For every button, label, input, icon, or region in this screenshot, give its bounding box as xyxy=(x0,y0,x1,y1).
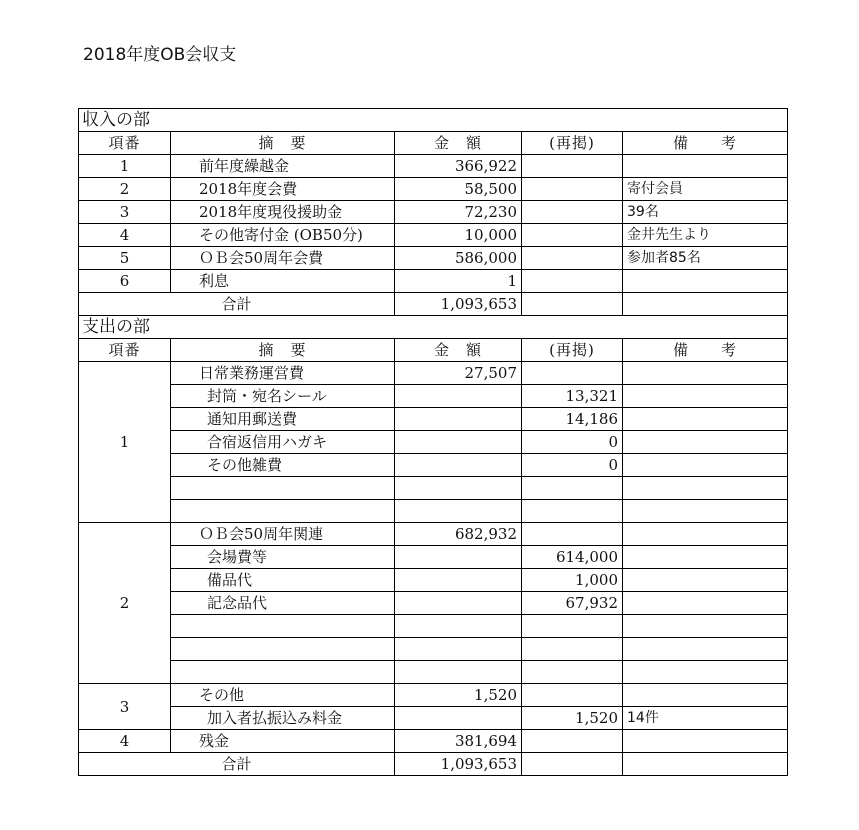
row-recap xyxy=(522,155,623,178)
expense-group-row xyxy=(79,362,788,385)
row-recap xyxy=(522,201,623,224)
expense-item-row xyxy=(79,385,788,408)
row-recap xyxy=(522,178,623,201)
total-label: 合計 xyxy=(79,753,395,776)
total-amount: 1,093,653 xyxy=(395,753,522,776)
expense-item-row xyxy=(79,431,788,454)
section-header-income xyxy=(79,109,788,132)
item-description: 合宿返信用ハガキ xyxy=(171,431,395,454)
expense-blank-row xyxy=(79,477,788,500)
item-recap: 614,000 xyxy=(522,546,623,569)
row-amount: 58,500 xyxy=(395,178,522,201)
item-note xyxy=(623,431,788,454)
section-header-expense xyxy=(79,316,788,339)
item-note xyxy=(623,454,788,477)
group-amount: 1,520 xyxy=(395,684,522,707)
item-note xyxy=(623,385,788,408)
expense-item-row xyxy=(79,707,788,730)
row-note: 金井先生より xyxy=(623,224,788,247)
section-label: 収入の部 xyxy=(79,109,788,132)
expense-blank-row xyxy=(79,500,788,523)
row-number: 6 xyxy=(79,270,171,293)
column-header: (再掲) xyxy=(522,339,623,362)
total-label: 合計 xyxy=(79,293,395,316)
expense-blank-row xyxy=(79,638,788,661)
row-number: 5 xyxy=(79,247,171,270)
income-row xyxy=(79,201,788,224)
group-number: 1 xyxy=(79,362,171,523)
budget-sheet xyxy=(78,108,787,776)
row-amount: 366,922 xyxy=(395,155,522,178)
column-header: 摘 要 xyxy=(171,339,395,362)
balance-number: 4 xyxy=(79,730,171,753)
item-note xyxy=(623,592,788,615)
item-description: 備品代 xyxy=(171,569,395,592)
expense-item-row xyxy=(79,592,788,615)
row-number: 4 xyxy=(79,224,171,247)
section-label: 支出の部 xyxy=(79,316,788,339)
item-recap: 0 xyxy=(522,431,623,454)
item-recap: 67,932 xyxy=(522,592,623,615)
column-header: 備 考 xyxy=(623,132,788,155)
group-description: その他 xyxy=(171,684,395,707)
balance-amount: 381,694 xyxy=(395,730,522,753)
expense-item-row xyxy=(79,454,788,477)
row-description: ＯＢ会50周年会費 xyxy=(171,247,395,270)
balance-row xyxy=(79,730,788,753)
group-description: ＯＢ会50周年関連 xyxy=(171,523,395,546)
expense-item-row xyxy=(79,408,788,431)
row-note xyxy=(623,155,788,178)
row-description: その他寄付金 (OB50分) xyxy=(171,224,395,247)
row-recap xyxy=(522,270,623,293)
income-row xyxy=(79,270,788,293)
item-recap: 13,321 xyxy=(522,385,623,408)
expense-group-row xyxy=(79,684,788,707)
item-description: 加入者払振込み料金 xyxy=(171,707,395,730)
group-amount: 682,932 xyxy=(395,523,522,546)
row-recap xyxy=(522,224,623,247)
budget-table xyxy=(78,108,788,776)
column-header: 金 額 xyxy=(395,132,522,155)
item-description: 封筒・宛名シール xyxy=(171,385,395,408)
item-note xyxy=(623,546,788,569)
balance-description: 残金 xyxy=(171,730,395,753)
row-amount: 10,000 xyxy=(395,224,522,247)
income-row xyxy=(79,224,788,247)
expense-item-row xyxy=(79,546,788,569)
group-amount: 27,507 xyxy=(395,362,522,385)
income-row xyxy=(79,178,788,201)
column-header: 項番 xyxy=(79,132,171,155)
row-description: 利息 xyxy=(171,270,395,293)
row-note: 寄付会員 xyxy=(623,178,788,201)
row-recap xyxy=(522,247,623,270)
expense-blank-row xyxy=(79,615,788,638)
row-note xyxy=(623,270,788,293)
column-header: 摘 要 xyxy=(171,132,395,155)
row-number: 1 xyxy=(79,155,171,178)
column-header: 金 額 xyxy=(395,339,522,362)
row-number: 2 xyxy=(79,178,171,201)
row-number: 3 xyxy=(79,201,171,224)
item-description: その他雑費 xyxy=(171,454,395,477)
item-recap: 14,186 xyxy=(522,408,623,431)
column-header: (再掲) xyxy=(522,132,623,155)
item-recap: 1,520 xyxy=(522,707,623,730)
expense-item-row xyxy=(79,569,788,592)
row-amount: 586,000 xyxy=(395,247,522,270)
row-amount: 72,230 xyxy=(395,201,522,224)
income-total-row xyxy=(79,293,788,316)
expense-total-row xyxy=(79,753,788,776)
row-note: 参加者85名 xyxy=(623,247,788,270)
item-recap: 0 xyxy=(522,454,623,477)
column-header-row xyxy=(79,132,788,155)
expense-blank-row xyxy=(79,661,788,684)
item-description: 記念品代 xyxy=(171,592,395,615)
group-number: 3 xyxy=(79,684,171,730)
row-description: 前年度繰越金 xyxy=(171,155,395,178)
page-title: 2018年度OB会収支 xyxy=(83,45,237,65)
expense-group-row xyxy=(79,523,788,546)
item-recap: 1,000 xyxy=(522,569,623,592)
item-note xyxy=(623,569,788,592)
row-description: 2018年度会費 xyxy=(171,178,395,201)
row-note: 39名 xyxy=(623,201,788,224)
total-amount: 1,093,653 xyxy=(395,293,522,316)
income-row xyxy=(79,155,788,178)
row-amount: 1 xyxy=(395,270,522,293)
item-note xyxy=(623,408,788,431)
column-header: 備 考 xyxy=(623,339,788,362)
column-header: 項番 xyxy=(79,339,171,362)
item-note: 14件 xyxy=(623,707,788,730)
group-number: 2 xyxy=(79,523,171,684)
item-description: 通知用郵送費 xyxy=(171,408,395,431)
income-row xyxy=(79,247,788,270)
column-header-row xyxy=(79,339,788,362)
item-description: 会場費等 xyxy=(171,546,395,569)
row-description: 2018年度現役援助金 xyxy=(171,201,395,224)
group-description: 日常業務運営費 xyxy=(171,362,395,385)
